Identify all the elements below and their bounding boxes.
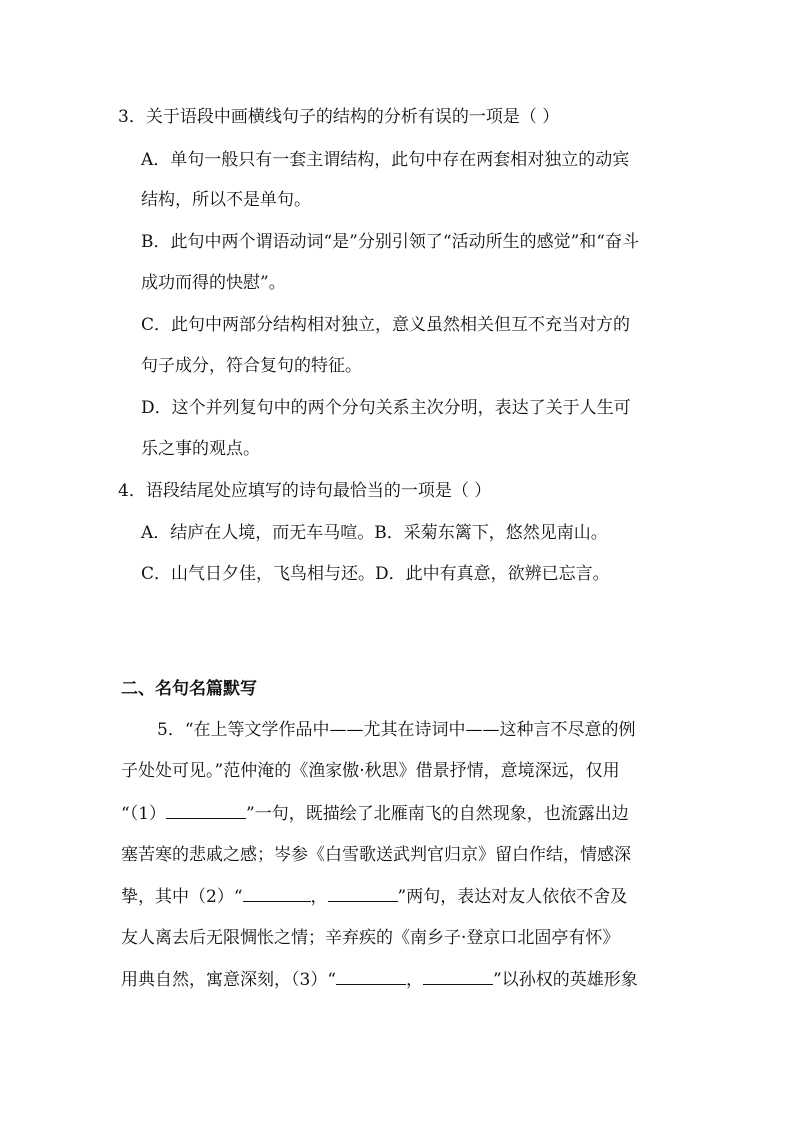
text-fragment: ，	[406, 970, 424, 990]
question-5-line-3	[121, 801, 629, 826]
question-3-option-a-continued: 结构，所以不是单句。	[141, 190, 311, 210]
text-fragment: “（1）	[121, 804, 167, 824]
question-4-options-ab: A．结庐在人境，而无车马喧。B．采菊东篱下，悠然见南山。	[141, 523, 608, 543]
question-5-line-1: 5．“在上等文学作品中——尤其在诗词中——这种言不尽意的例	[157, 720, 636, 740]
question-3-option-b-continued: 成功而得的快慰”。	[141, 273, 286, 293]
section-title: 二、名句名篇默写	[121, 679, 257, 699]
question-3-option-c-continued: 句子成分，符合复句的特征。	[141, 356, 362, 376]
text-fragment: ”两句，表达对友人依依不舍及	[397, 887, 628, 907]
question-5-line-2: 子处处可见。”范仲淹的《渔家傲·秋思》借景抒情，意境深远，仅用	[121, 761, 620, 781]
question-3-option-d-continued: 乐之事的观点。	[141, 439, 260, 459]
text-fragment: ，	[310, 887, 328, 907]
question-3-stem: 3．关于语段中画横线句子的结构的分析有误的一项是（ ）	[118, 107, 560, 127]
text-fragment: 用典自然，寓意深刻，（3）“	[121, 970, 337, 990]
question-5-line-5	[121, 884, 627, 909]
question-4-options-cd: C．山气日夕佳，飞鸟相与还。D．此中有真意，欲辨已忘言。	[141, 564, 610, 584]
fill-blank-2b[interactable]	[328, 884, 398, 902]
question-5-line-6: 友人离去后无限惆怅之情；辛弃疾的《南乡子·登京口北固亭有怀》	[121, 928, 620, 948]
question-3-option-c: C．此句中两部分结构相对独立，意义虽然相关但互不充当对方的	[141, 315, 631, 335]
fill-blank-3a[interactable]	[336, 967, 406, 985]
question-5-line-7	[121, 967, 638, 992]
text-fragment: ”一句，既描绘了北雁南飞的自然现象，也流露出边	[246, 804, 629, 824]
text-fragment: 挚，其中（2）“	[121, 887, 243, 907]
question-3-option-a: A．单句一般只有一套主谓结构，此句中存在两套相对独立的动宾	[141, 150, 630, 170]
fill-blank-1[interactable]	[166, 801, 246, 819]
question-3-option-b: B．此句中两个谓语动词“是”分别引领了“活动所生的感觉”和“奋斗	[141, 232, 639, 252]
question-5-line-4: 塞苦寒的悲戚之感；岑参《白雪歌送武判官归京》留白作结，情感深	[121, 845, 631, 865]
fill-blank-2a[interactable]	[243, 884, 311, 902]
fill-blank-3b[interactable]	[423, 967, 493, 985]
question-3-option-d: D．这个并列复句中的两个分句关系主次分明，表达了关于人生可	[141, 398, 631, 418]
question-4-stem: 4．语段结尾处应填写的诗句最恰当的一项是（ ）	[118, 481, 492, 501]
text-fragment: ”以孙权的英雄形象	[493, 970, 638, 990]
